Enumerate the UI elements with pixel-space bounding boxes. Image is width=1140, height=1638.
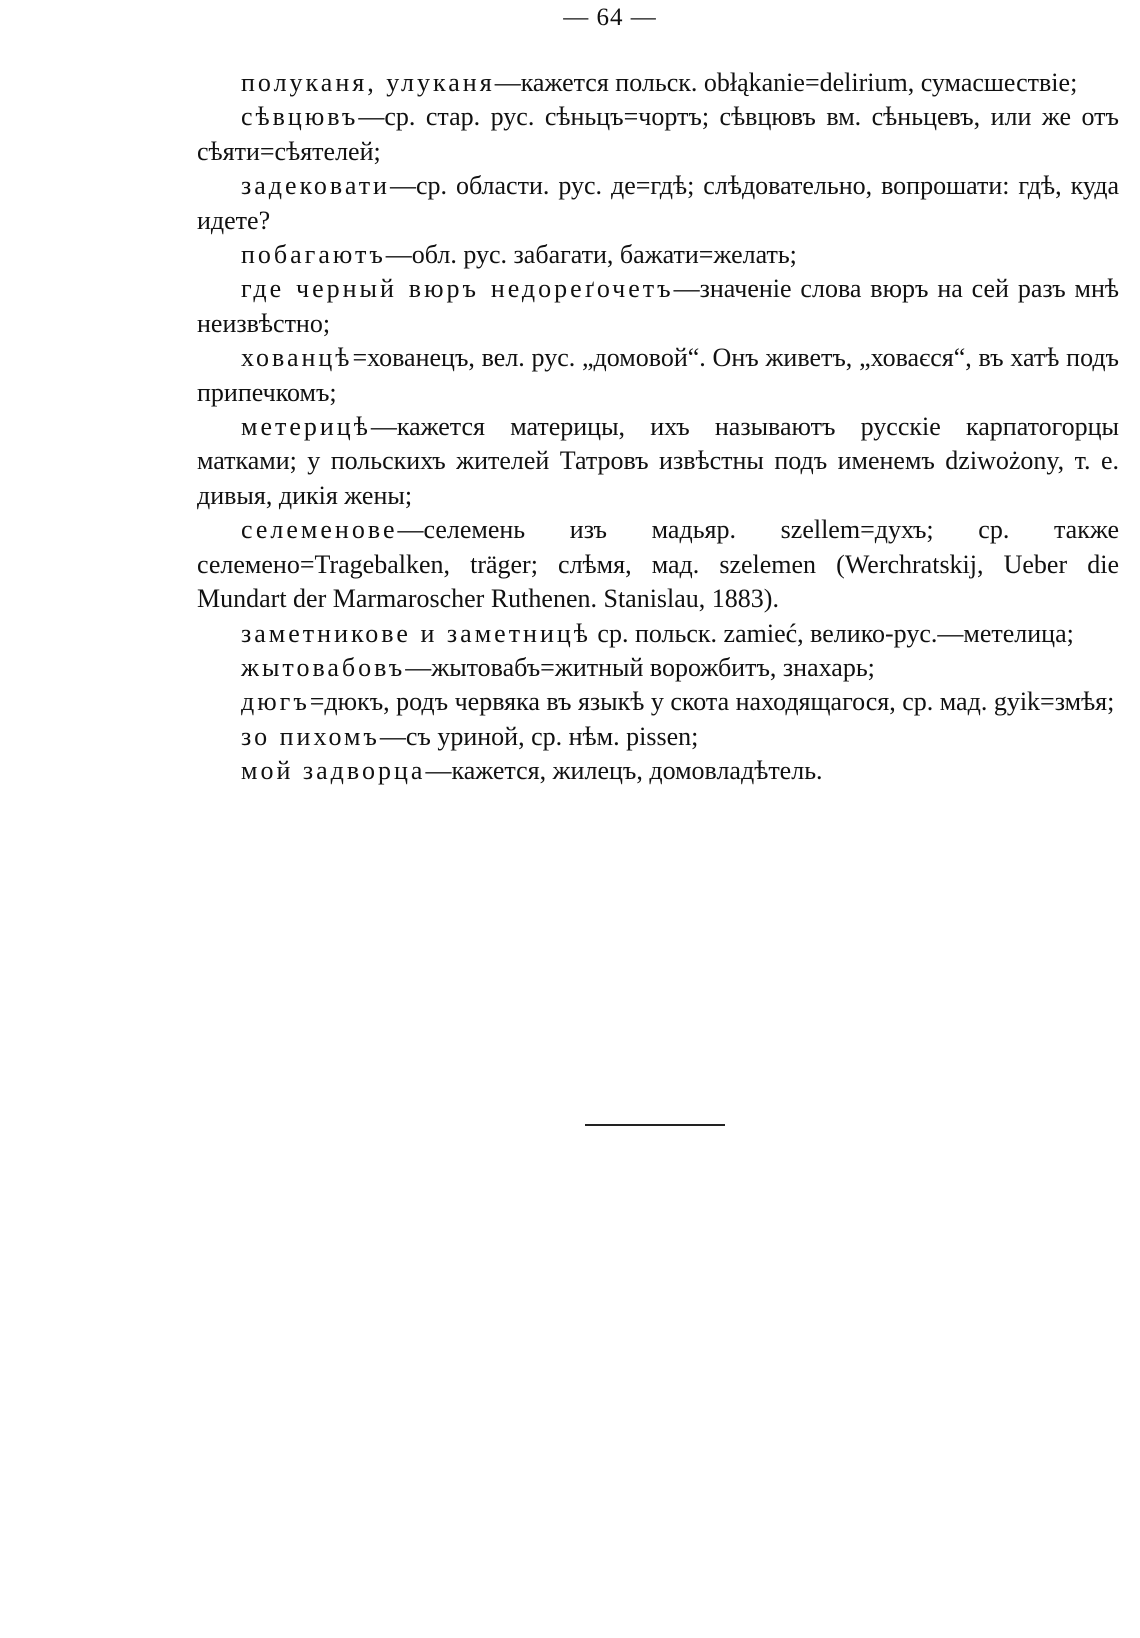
entry-gloss: —жытовабъ=житный ворожбитъ, знахарь; bbox=[405, 652, 875, 682]
entry-gloss: —съ уриной, ср. нѣм. pissen; bbox=[379, 721, 699, 751]
end-rule-divider bbox=[585, 1124, 725, 1126]
entry-headword: зо пихомъ bbox=[241, 721, 380, 751]
entry-gloss: —кажется материцы, ихъ называютъ русскіе карпатогорцы матками; у польскихъ жителей Татровъ извѣстны подъ именемъ dziwożony, т. е. дивыя, дикія жены; bbox=[197, 412, 1119, 510]
entry-gloss: —ср. стар. рус. сѣньцъ=чортъ; сѣвцювъ вм. сѣньцевъ, или же отъ сѣяти=сѣятелей; bbox=[197, 102, 1119, 166]
entry-gloss: —значеніе слова вюръ на сей разъ мнѣ неизвѣстно; bbox=[197, 274, 1119, 338]
glossary-entry bbox=[197, 617, 1119, 651]
glossary-body bbox=[197, 66, 1119, 789]
entry-gloss: —кажется, жилецъ, домовладѣтель. bbox=[425, 756, 823, 786]
entry-gloss: ср. польск. zamieć, велико-рус.—метелица; bbox=[590, 618, 1074, 648]
entry-gloss: —ср. области. рус. де=гдѣ; слѣдовательно, вопрошати: гдѣ, куда идете? bbox=[197, 171, 1119, 235]
entry-headword: жытовабовъ bbox=[241, 652, 406, 682]
glossary-entry bbox=[197, 100, 1119, 169]
entry-headword: заметникове и заметницѣ bbox=[241, 618, 591, 648]
entry-headword: дюгъ bbox=[241, 687, 310, 717]
entry-headword: метерицѣ bbox=[241, 412, 371, 442]
entry-headword: селеменове bbox=[241, 515, 398, 545]
page-number: — 64 — bbox=[563, 4, 657, 31]
entry-headword: сѣвцювъ bbox=[241, 102, 359, 132]
glossary-entry bbox=[197, 341, 1119, 410]
glossary-entry bbox=[197, 754, 1119, 788]
entry-headword: побагаютъ bbox=[241, 240, 386, 270]
entry-gloss: —селемень изъ мадьяр. szellem=духъ; ср. также селемено=Tragebalken, träger; слѣмя, мад. szelemen (Werchratskij, Ueber die Mundart der Marmaroscher Ruthenen. Stanislau, 1883). bbox=[197, 515, 1119, 614]
entry-headword: мой задворца bbox=[241, 756, 426, 786]
glossary-entry bbox=[197, 513, 1119, 616]
entry-gloss: =хованецъ, вел. рус. „домовой“. Онъ живетъ, „ховаєся“, въ хатѣ подъ припечкомъ; bbox=[197, 343, 1119, 407]
entry-headword: хованцѣ bbox=[241, 343, 353, 373]
glossary-entry bbox=[197, 66, 1119, 100]
entry-headword: задековати bbox=[241, 171, 390, 201]
entry-gloss: —обл. рус. забагати, бажати=желать; bbox=[385, 240, 797, 270]
glossary-entry bbox=[197, 238, 1119, 272]
glossary-entry bbox=[197, 720, 1119, 754]
entry-gloss: =дюкъ, родъ червяка въ языкѣ у скота находящагося, ср. мад. gyik=змѣя; bbox=[309, 687, 1115, 717]
glossary-entry bbox=[197, 169, 1119, 238]
glossary-entry bbox=[197, 272, 1119, 341]
glossary-entry bbox=[197, 410, 1119, 513]
entry-headword: где черный вюръ недореґочетъ bbox=[241, 274, 674, 304]
entry-headword: полуканя, улуканя bbox=[241, 68, 495, 97]
entry-gloss: —кажется польск. obłąkanie=delirium, сумасшествіе; bbox=[494, 68, 1078, 97]
glossary-entry bbox=[197, 685, 1119, 719]
glossary-entry bbox=[197, 651, 1119, 685]
